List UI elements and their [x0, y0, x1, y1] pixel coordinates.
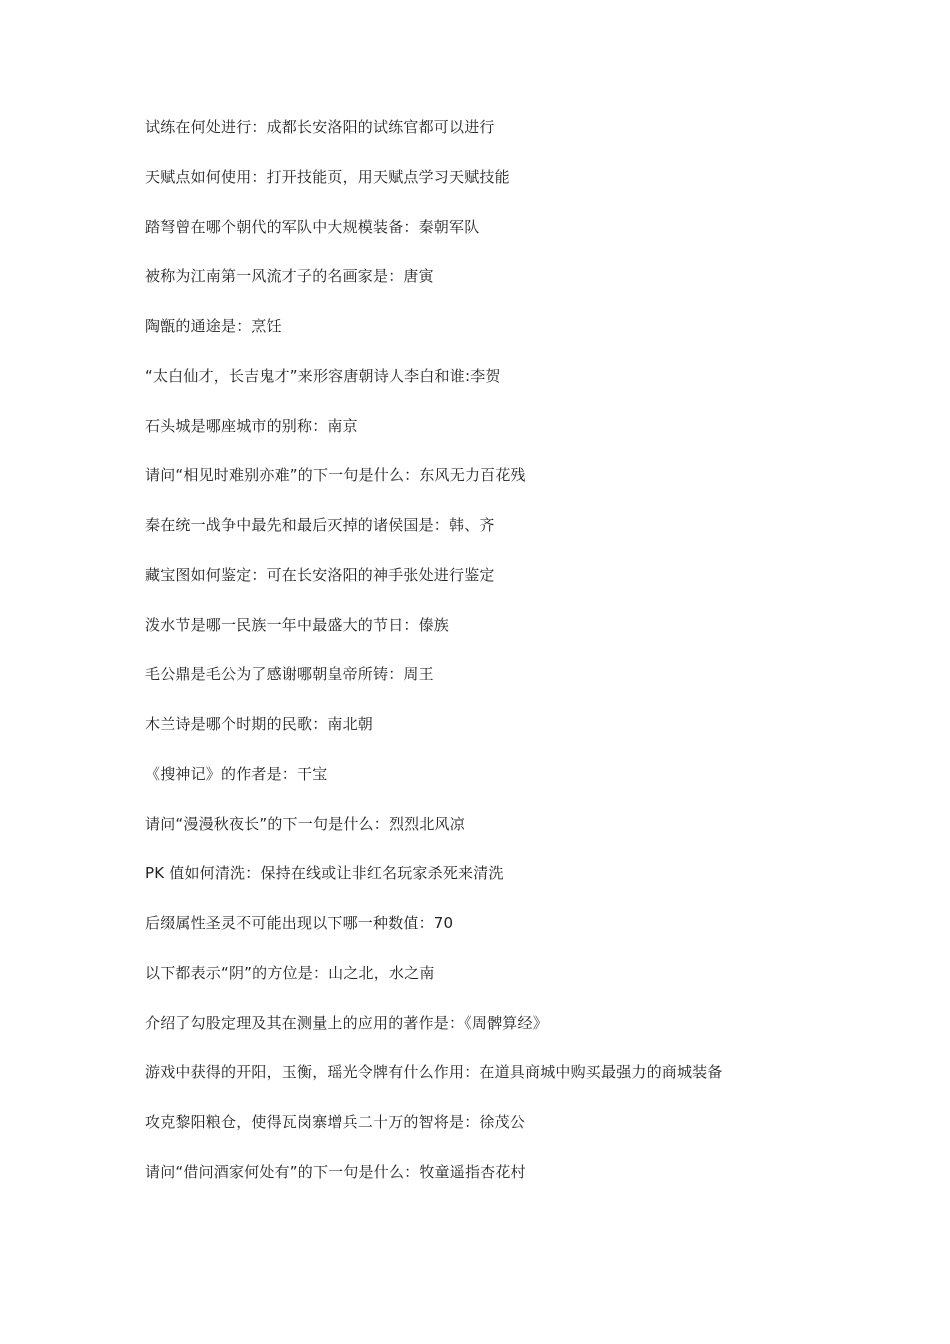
- qa-line: 踏弩曾在哪个朝代的军队中大规模装备：秦朝军队: [145, 217, 480, 236]
- qa-line: PK 值如何清洗：保持在线或让非红名玩家杀死来清洗: [145, 864, 504, 883]
- qa-line: 试练在何处进行：成都长安洛阳的试练官都可以进行: [145, 118, 495, 136]
- qa-line: 泼水节是哪一民族一年中最盛大的节日：傣族: [145, 615, 450, 634]
- qa-line: 藏宝图如何鉴定：可在长安洛阳的神手张处进行鉴定: [145, 565, 495, 584]
- qa-line: 毛公鼎是毛公为了感谢哪朝皇帝所铸：周王: [145, 665, 434, 684]
- qa-line: 请问“借问酒家何处有”的下一句是什么：牧童遥指杏花村: [145, 1162, 526, 1181]
- qa-line: 天赋点如何使用：打开技能页，用天赋点学习天赋技能: [145, 167, 510, 186]
- qa-line: 介绍了勾股定理及其在测量上的应用的著作是：《周髀算经》: [145, 1013, 548, 1032]
- qa-line: 木兰诗是哪个时期的民歌：南北朝: [145, 715, 374, 733]
- qa-line: 请问“漫漫秋夜长”的下一句是什么：烈烈北风凉: [145, 814, 465, 833]
- qa-line: 陶甑的通途是：烹饪: [145, 317, 282, 335]
- qa-line: 请问“相见时难别亦难”的下一句是什么：东风无力百花残: [145, 466, 526, 485]
- qa-list: [145, 113, 865, 1208]
- qa-line: 攻克黎阳粮仓，使得瓦岗寨增兵二十万的智将是：徐茂公: [145, 1113, 526, 1131]
- qa-line: 游戏中获得的开阳，玉衡，瑶光令牌有什么作用：在道具商城中购买最强力的商城装备: [145, 1063, 723, 1082]
- qa-line: 石头城是哪座城市的别称：南京: [145, 416, 358, 435]
- qa-line: 被称为江南第一风流才子的名画家是：唐寅: [145, 267, 434, 286]
- qa-line: 《搜神记》的作者是：干宝: [145, 764, 328, 783]
- qa-line: 后缀属性圣灵不可能出现以下哪一种数值：70: [145, 914, 454, 932]
- qa-line: 秦在统一战争中最先和最后灭掉的诸侯国是：韩、齐: [145, 516, 495, 534]
- qa-line: “太白仙才，长吉鬼才”来形容唐朝诗人李白和谁:李贺: [145, 366, 501, 385]
- qa-line: 以下都表示“阴”的方位是：山之北，水之南: [145, 963, 435, 982]
